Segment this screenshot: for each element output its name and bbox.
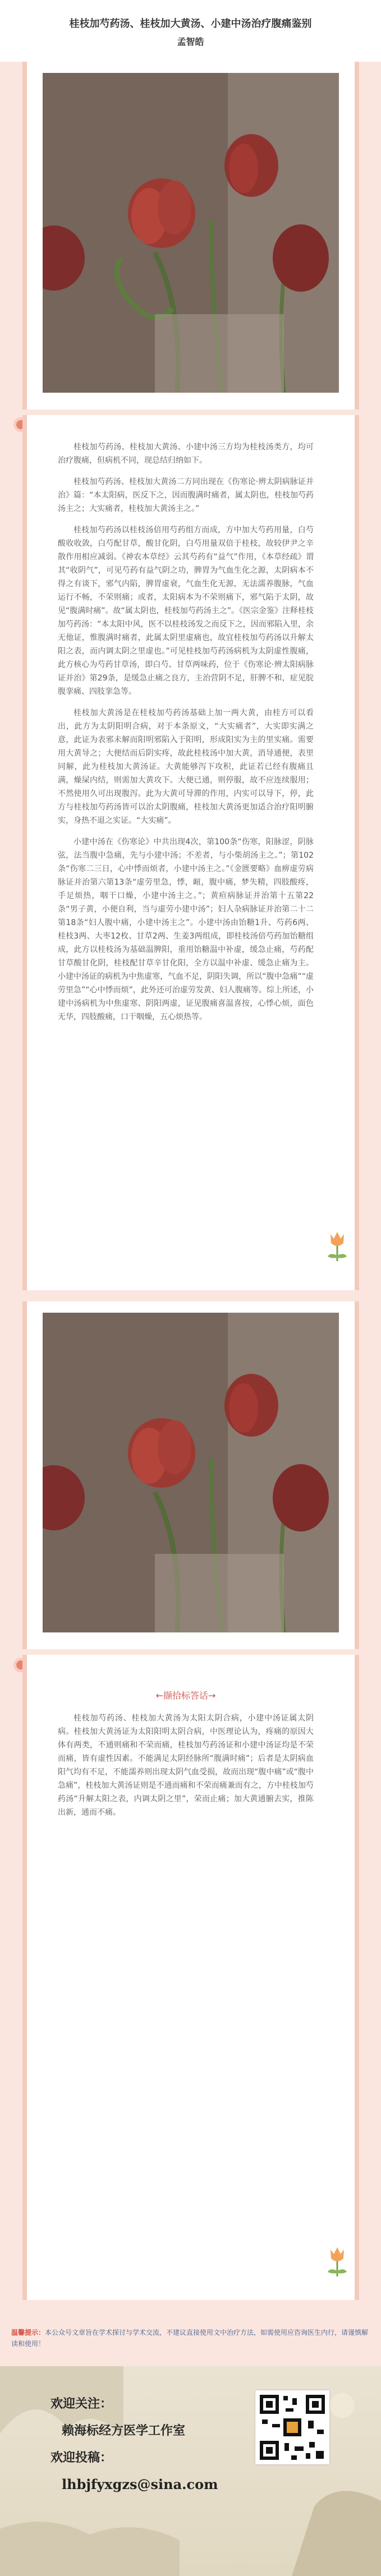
article-header xyxy=(0,0,381,62)
article-body xyxy=(58,440,314,1032)
contact-submit: 欢迎投稿： xyxy=(51,2450,113,2465)
tulip-icon xyxy=(324,2244,350,2278)
article-title: 桂枝加芍药汤、桂枝加大黄汤、小建中汤治疗腹痛鉴别 xyxy=(69,18,312,30)
paragraph: 小建中汤在《伤寒论》中共出现4次，第100条“伤寒，阳脉涩，阴脉弦，法当腹中急痛，先与小建中汤；不差者，与小柴胡汤主之。”；第102条“伤寒二三日，心中悸而烦者，小建中汤主之。”《金匮要略》血痹虚劳病脉证并治第六第13条“虚劳里急，悸，衄，腹中痛，梦失精，四肢酸疼，手足烦热，咽干口燥，小建中汤主之。”；黄疸病脉证并治第十五第22条“男子黄，小便自利，当与虚劳小建中汤”；妇人杂病脉证并治第二十二第18条“妇人腹中痛，小建中汤主之”。小建中汤由饴糖1升、芍药6两、桂枝3两、大枣12枚、甘草2两、生姜3两组成，即桂枝汤倍芍药加饴糖组成，此方以桂枝汤为基础温脾阳，重用饴糖温中补虚，缓急止痛，芍药配甘草酸甘化阴，桂枝配甘草辛甘化阳，全方以温中补虚、缓急止痛为主。小建中汤证的病机为中焦虚寒，气血不足，阴阳失调，所以“腹中急痛”“虚劳里急”“心中悸而烦”，此外还可治虚劳发黄、妇人腹痛等。综上所述，小建中汤病机为中焦虚寒、阴阳两虚，证见腹痛喜温喜按，心悸心烦，面色无华，四肢酸痛，口干咽燥，五心烦热等。 xyxy=(58,838,314,1022)
contact-name: 赖海标经方医学工作室 xyxy=(62,2423,186,2438)
article-author: 孟智皓 xyxy=(177,36,204,47)
notice-label: 温馨提示： xyxy=(11,2329,45,2336)
summary-body xyxy=(58,1689,314,1827)
paragraph: 桂枝加芍药汤、桂枝加大黄汤为太阳太阴合病，小建中汤证属太阴病。桂枝加大黄汤证为太阳阳明太阴合病，中医理论认为，疼痛的原因大体有两类，不通则痛和不荣而痛，桂枝加芍药汤证和小建中汤证均是不荣而痛，皆有虚性因素。不能满足太阴经脉所“腹满时痛”；后者是太阴病血阳气均有不足，不能濡养则出现太阴气血受损，故而出现“腹中痛”或“腹中急痛”，桂枝加大黄汤证则是不通而痛和不荣而痛兼而有之，方中桂枝加芍药汤“升解太阳之表，内调太阴之里”，荣而止痛；加大黄通腑去实，推陈出新，通而不痛。 xyxy=(58,1714,314,1817)
paragraph: 桂枝加芍药汤、桂枝加大黄汤二方同出现在《伤寒论·辨太阴病脉证并治》篇：“本太阳病，医反下之，因而腹满时痛者，属太阴也，桂枝加芍药汤主之；大实痛者，桂枝加大黄汤主之。” xyxy=(58,477,314,513)
paragraph: 桂枝加芍药汤以桂枝汤倍用芍药组方而成，方中加大芍药用量，白芍酸收收敛，白芍配甘草，酸甘化阴，白芍用量双倍于桂枝，故较伊尹之辛散作用相应减弱。《神农本草经》云其芍药有“益气”作用，《本草经疏》谓其“收阴气”，可见芍药有益气阴之功，脾胃为气血生化之源，太阴病本不得之有谈下，邪气内陷，脾胃虚衰，气血生化无源，无法濡养腹脉，气血运行不畅，不荣则痛；或者，太阳病本为不荣则痛下，邪气陷于太阴，故见“腹满时痛”。故“属太阴也，桂枝加芍药汤主之”。《医宗金鉴》注释桂枝加芍药汤：“本太阳中风，医不以桂枝汤发之而反下之，因而邪陷入里，余无他证，惟腹满时痛者，此属太阴里虚痛也，故宜桂枝加芍药汤以升解太阳之表，而内调太阴之里虚也。”可见桂枝加芍药汤病机为太阴虚性腹痛，此方核心为芍药甘草汤，即白芍、甘草两味药，位于《伤寒论·辨太阳病脉证并治》第29条，是缓急止痛之良方，主治营阴不足，肝脾不和，症见脘腹挛痛、四肢挛急等。 xyxy=(58,526,314,696)
paragraph: 桂枝加芍药汤、桂枝加大黄汤、小建中汤三方均为桂枝汤类方，均可治疗腹痛，但病机不同，现总结归纳如下。 xyxy=(58,443,314,465)
tulip-icon xyxy=(324,1229,350,1262)
paragraph: 桂枝加大黄汤是在桂枝加芍药汤基础上加一两大黄，由桂方可以看出，此方为太阴阳明合病，对于本条原文，“大实痛者”，大实即实满之意，此证为表邪未解而阳明邪陷入于阳明，形成阳实为主的里实痛。需要用大黄导之；大便结而后阴实疼，故此桂枝汤中加大黄，消导通便，表里同解，此为桂枝加大黄汤证。大黄能够泻下攻积，此证若已经有腹痛且满，燥屎内结，则需加大黄攻下。大便已通，则停服，故不应连续服用；不然使用久可出现腹泻。此为大黄可导滞的作用，内实可以导下，停，此方与桂枝加芍药汤皆可以治太阴腹痛，桂枝加大黄汤更加适合治疗阳明腑实，身热不退之实证。“大实痛”。 xyxy=(58,709,314,825)
qr-pattern xyxy=(258,2393,327,2462)
tulip-photo xyxy=(43,73,339,393)
notice-text: 本公众号文章旨在学术探讨与学术交流，不建议直接使用文中治疗方法，如需使用应咨询医生内行，请谨慎解读和使用！ xyxy=(11,2329,369,2348)
tulip-illustration xyxy=(43,1313,339,1632)
section-title: ←撷拾标答话→ xyxy=(155,1690,216,1701)
qr-code[interactable] xyxy=(255,2390,329,2464)
photo-card-top xyxy=(22,62,359,410)
contact-email[interactable]: lhbjfyxgzs@sina.com xyxy=(62,2476,218,2492)
article-body-card xyxy=(22,415,359,1290)
summary-card xyxy=(22,1655,359,2300)
footer-notice xyxy=(11,2327,370,2349)
contact-banner xyxy=(0,2366,381,2576)
photo-card-middle xyxy=(22,1301,359,1649)
contact-follow: 欢迎关注： xyxy=(51,2396,113,2411)
tulip-photo xyxy=(43,1313,339,1632)
tulip-illustration xyxy=(43,73,339,393)
